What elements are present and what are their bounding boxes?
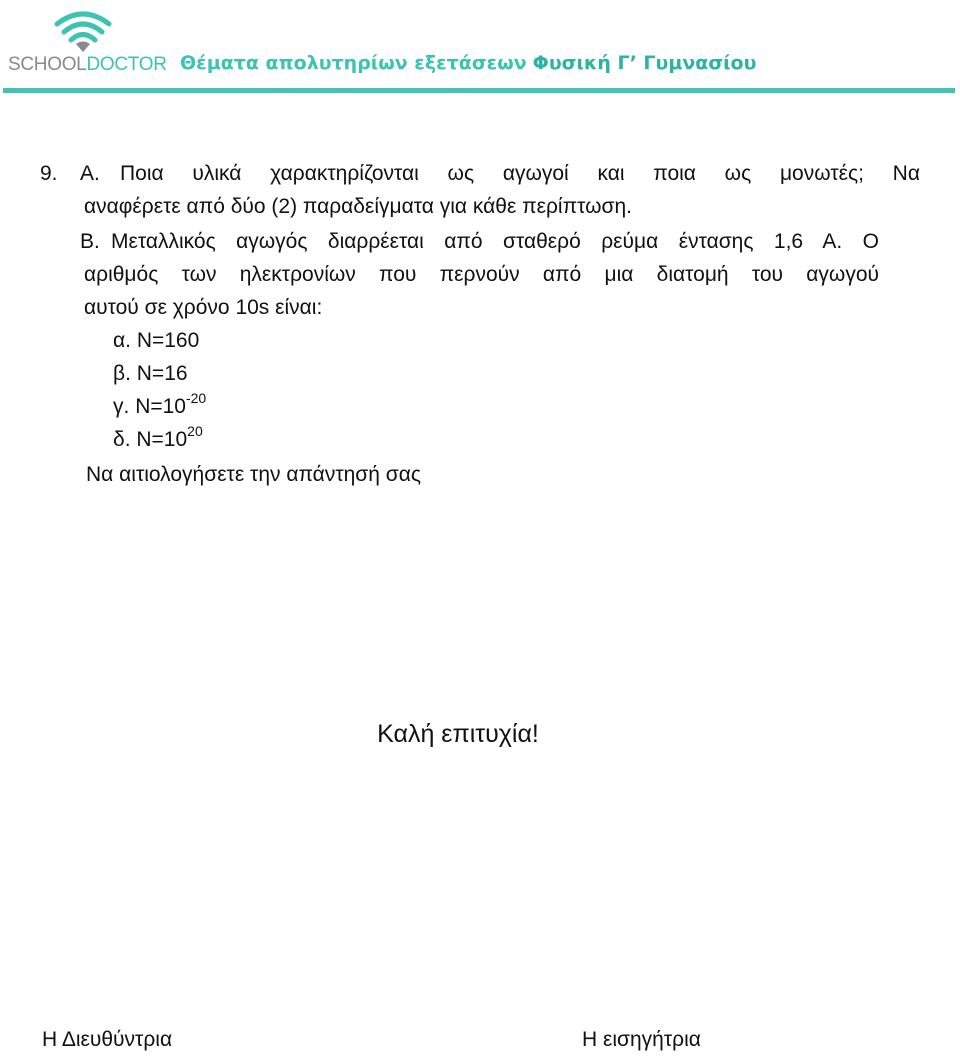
option-label: γ. (113, 395, 130, 418)
option-exponent: 20 (187, 423, 203, 439)
part-a-line-2: αναφέρετε από δύο (2) παραδείγματα για κάθε περίπτωση. (84, 195, 632, 218)
option-a (113, 324, 199, 357)
logo-wordmark (8, 54, 167, 76)
option-b (113, 357, 188, 390)
part-a-line-1: Ποια υλικά χαρακτηρίζονται ως αγωγοί και ποια ως μονωτές; Να (120, 162, 920, 185)
logo-text-doctor: DOCTOR (86, 54, 167, 75)
part-a-label: Α. (80, 162, 100, 185)
subject-title: Φυσική Γ’ Γυμνασίου (532, 52, 757, 74)
option-value: Ν=10 (136, 428, 188, 451)
header-title (180, 52, 756, 74)
option-value: Ν=160 (136, 329, 200, 352)
good-luck-message: Καλή επιτυχία! (377, 720, 539, 748)
option-c (113, 390, 206, 423)
question-number: 9. (40, 162, 58, 185)
logo-text-school: SCHOOL (8, 54, 87, 75)
option-label: δ. (113, 428, 131, 451)
option-value: Ν=10 (135, 395, 186, 418)
wifi-signal-icon (53, 10, 113, 54)
schooldoctor-logo (8, 10, 167, 78)
part-b-line-3: αυτού σε χρόνο 10s είναι: (84, 296, 323, 319)
part-b-label: Β. (80, 230, 100, 253)
exam-title: Θέματα απολυτηρίων εξετάσεων (180, 52, 527, 74)
option-label: α. (113, 329, 131, 352)
option-value: Ν=16 (136, 362, 188, 385)
signature-director: Η Διευθύντρια (42, 1028, 173, 1051)
signature-proposer: Η εισηγήτρια (582, 1028, 701, 1051)
part-b-line-1: Μεταλλικός αγωγός διαρρέεται από σταθερό ρεύμα έντασης 1,6 Α. Ο (111, 230, 879, 253)
part-b-line-2: αριθμός των ηλεκτρονίων που περνούν από μια διατομή του αγωγού (84, 263, 879, 286)
justify-prompt: Να αιτιολογήσετε την απάντησή σας (86, 463, 421, 486)
page-header (0, 0, 960, 95)
header-divider (3, 88, 955, 93)
option-label: β. (113, 362, 131, 385)
option-exponent: -20 (185, 390, 207, 406)
option-d (113, 423, 203, 456)
